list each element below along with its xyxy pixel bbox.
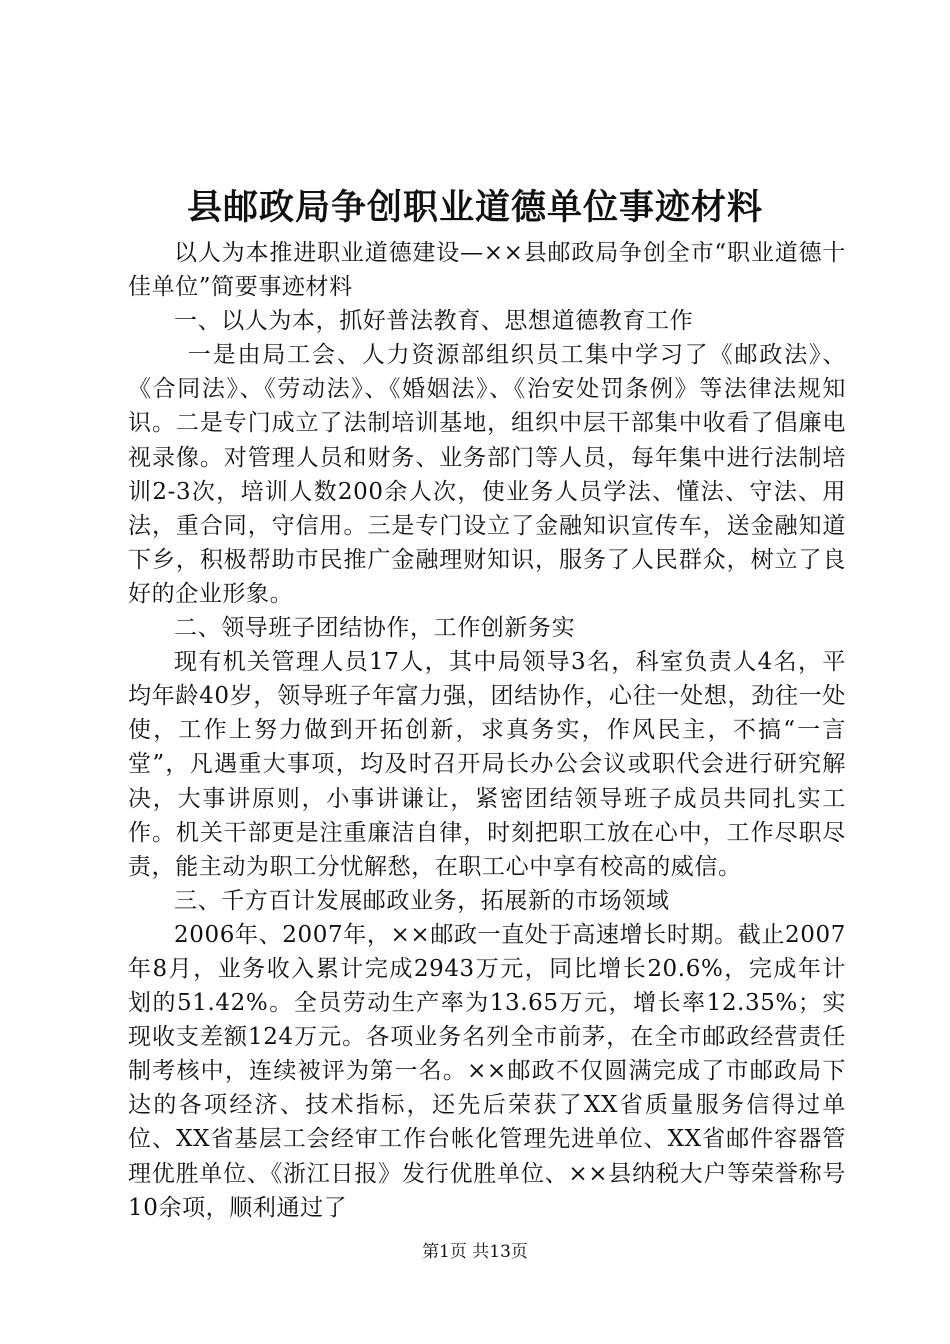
section-heading-3: 三、千方百计发展邮政业务，拓展新的市场领域 (174, 887, 670, 914)
subtitle-paragraph: 以人为本推进职业道德建设—××县邮政局争创全市“职业道德十佳单位”简要事迹材料 (128, 240, 846, 301)
body-paragraph-3: 2006年、2007年，××邮政一直处于高速增长时期。截止2007年8月，业务收入累计完成2943万元，同比增长20.6%，完成年计划的51.42%。全员劳动生产率为13.65万元，增长率12.35%；实现收支差额124万元。各项业务名列全市前茅，在全市邮政经营责任制考核中，连续被评为第一名。××邮政不仅圆满完成了市邮政局下达的各项经济、技术指标，还先后荣获了XX省质量服务信得过单位、XX省基层工会经审工作台帐化管理先进单位、XX省邮件容器管理优胜单位、《浙江日报》发行优胜单位、××县纳税大户等荣誉称号10余项，顺利通过了 (128, 921, 846, 1221)
document-title: 县邮政局争创职业道德单位事迹材料 (186, 187, 763, 228)
document-body (128, 236, 846, 1225)
page-number-footer: 第1页 共13页 (422, 1242, 528, 1262)
body-paragraph-2: 现有机关管理人员17人，其中局领导3名，科室负责人4名，平均年龄40岁，领导班子年富力强，团结协作，心往一处想，劲往一处使，工作上努力做到开拓创新，求真务实，作风民主，不搞“一言堂”，凡遇重大事项，均及时召开局长办公会议或职代会进行研究解决，大事讲原则，小事讲谦让，紧密团结领导班子成员共同扎实工作。机关干部更是注重廉洁自律，时刻把职工放在心中，工作尽职尽责，能主动为职工分忧解愁，在职工心中享有校高的威信。 (128, 649, 846, 880)
section-heading-2: 二、领导班子团结协作，工作创新务实 (174, 615, 576, 642)
section-heading-1: 一、以人为本，抓好普法教育、思想道德教育工作 (174, 308, 694, 335)
body-paragraph-1: 一是由局工会、人力资源部组织员工集中学习了《邮政法》、《合同法》、《劳动法》、《婚姻法》、《治安处罚条例》等法律法规知识。二是专门成立了法制培训基地，组织中层干部集中收看了倡廉电视录像。对管理人员和财务、业务部门等人员，每年集中进行法制培训2-3次，培训人数200余人次，使业务人员学法、懂法、守法、用法，重合同，守信用。三是专门设立了金融知识宣传车，送金融知道下乡，积极帮助市民推广金融理财知识，服务了人民群众，树立了良好的企业形象。 (128, 342, 846, 607)
